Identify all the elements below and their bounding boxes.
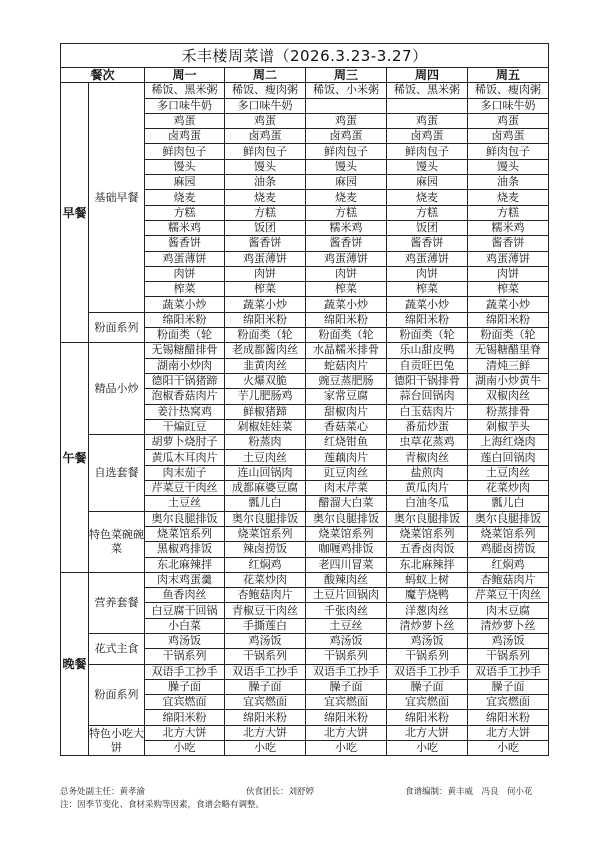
dish-cell-tue: 稀饭、瘦肉粥 xyxy=(225,83,306,98)
dish-cell-tue: 手撕莲白 xyxy=(225,618,306,633)
dish-cell-wed: 宜宾燃面 xyxy=(306,695,387,710)
dish-cell-mon: 小白菜 xyxy=(145,618,225,633)
menu-row xyxy=(61,511,549,526)
dish-cell-mon: 北方大饼 xyxy=(145,725,225,740)
dish-cell-thu: 蔬菜小炒 xyxy=(387,297,468,312)
dish-cell-fri: 干锅系列 xyxy=(468,649,549,664)
dish-cell-mon: 泡椒香菇肉片 xyxy=(145,389,225,404)
meal-name-cell: 午餐 xyxy=(61,343,89,572)
dish-cell-tue: 多口味牛奶 xyxy=(225,98,306,113)
category-cell: 花式主食 xyxy=(89,633,145,664)
dish-cell-fri: 油条 xyxy=(468,175,549,190)
dish-cell-tue: 双语手工抄手 xyxy=(225,664,306,679)
dish-cell-tue: 土豆肉丝 xyxy=(225,450,306,465)
dish-cell-thu: 鲜肉包子 xyxy=(387,144,468,159)
dish-cell-fri: 土豆肉丝 xyxy=(468,465,549,480)
dish-cell-thu: 小吃 xyxy=(387,741,468,756)
dish-cell-fri: 鸡蛋 xyxy=(468,113,549,128)
dish-cell-mon: 稀饭、黑米粥 xyxy=(145,83,225,98)
dish-cell-thu: 自贡旺巴兔 xyxy=(387,358,468,373)
dish-cell-thu: 馒头 xyxy=(387,159,468,174)
dish-cell-thu: 榨菜 xyxy=(387,282,468,297)
dish-cell-tue: 芋儿肥肠鸡 xyxy=(225,389,306,404)
dish-cell-tue: 老成都酱肉丝 xyxy=(225,343,306,358)
dish-cell-mon: 黑椒鸡排饭 xyxy=(145,542,225,557)
dish-cell-tue: 烧菜馆系列 xyxy=(225,526,306,541)
dish-cell-wed: 烧麦 xyxy=(306,190,387,205)
dish-cell-mon: 干锅系列 xyxy=(145,649,225,664)
dish-cell-thu: 粉面类（轮 xyxy=(387,328,468,343)
dish-cell-fri: 鸡蛋薄饼 xyxy=(468,251,549,266)
dish-cell-mon: 榨菜 xyxy=(145,282,225,297)
dish-cell-tue: 小吃 xyxy=(225,741,306,756)
dish-cell-tue: 鸡蛋薄饼 xyxy=(225,251,306,266)
dish-cell-wed: 酸辣肉丝 xyxy=(306,572,387,587)
meal-name-cell: 早餐 xyxy=(61,83,89,343)
dish-cell-mon: 肉末鸡蛋羹 xyxy=(145,572,225,587)
dish-cell-wed: 蛇菇肉片 xyxy=(306,358,387,373)
dish-cell-wed: 老四川冒菜 xyxy=(306,557,387,572)
dish-cell-thu: 盐煎肉 xyxy=(387,465,468,480)
dish-cell-wed: 馒头 xyxy=(306,159,387,174)
dish-cell-mon: 白豆腐干回锅 xyxy=(145,603,225,618)
menu-title: 禾丰楼周菜谱（2026.3.23-3.27） xyxy=(61,44,549,68)
dish-cell-mon: 土豆丝 xyxy=(145,496,225,511)
dish-cell-fri: 糯米鸡 xyxy=(468,220,549,235)
dish-cell-thu: 鸡蛋薄饼 xyxy=(387,251,468,266)
menu-row xyxy=(61,435,549,450)
dish-cell-tue: 成都麻婆豆腐 xyxy=(225,481,306,496)
day-header-wed: 周三 xyxy=(306,68,387,83)
dish-cell-fri: 瓢儿白 xyxy=(468,496,549,511)
dish-cell-fri: 红焖鸡 xyxy=(468,557,549,572)
dish-cell-wed: 土豆丝 xyxy=(306,618,387,633)
dish-cell-thu: 干锅系列 xyxy=(387,649,468,664)
dish-cell-fri: 卤鸡蛋 xyxy=(468,129,549,144)
dish-cell-thu: 奥尔良腿排饭 xyxy=(387,511,468,526)
dish-cell-thu: 肉饼 xyxy=(387,266,468,281)
dish-cell-wed: 双语手工抄手 xyxy=(306,664,387,679)
dish-cell-thu: 清炒萝卜丝 xyxy=(387,618,468,633)
dish-cell-mon: 湖南小炒肉 xyxy=(145,358,225,373)
dish-cell-mon: 双语手工抄手 xyxy=(145,664,225,679)
menu-row xyxy=(61,312,549,327)
canteen-head-label: 伙食团长：刘舒婷 xyxy=(246,787,315,797)
category-cell: 粉面系列 xyxy=(89,664,145,725)
dish-cell-thu: 双语手工抄手 xyxy=(387,664,468,679)
dish-cell-thu: 宜宾燃面 xyxy=(387,695,468,710)
dish-cell-mon: 烧菜馆系列 xyxy=(145,526,225,541)
category-cell: 基础早餐 xyxy=(89,83,145,312)
header-row xyxy=(61,68,549,83)
dish-cell-tue: 红焖鸡 xyxy=(225,557,306,572)
dish-cell-tue: 火爆双脆 xyxy=(225,373,306,388)
dish-cell-fri: 杏鲍菇肉片 xyxy=(468,572,549,587)
dish-cell-wed: 糯米鸡 xyxy=(306,220,387,235)
dish-cell-fri: 肉饼 xyxy=(468,266,549,281)
dish-cell-mon: 姜汁热窝鸡 xyxy=(145,404,225,419)
dish-cell-tue: 辣卤捞饭 xyxy=(225,542,306,557)
dish-cell-mon: 鲜肉包子 xyxy=(145,144,225,159)
dish-cell-fri: 清炒萝卜丝 xyxy=(468,618,549,633)
dish-cell-wed: 咖喱鸡排饭 xyxy=(306,542,387,557)
dish-cell-fri: 无锡糖醋里脊 xyxy=(468,343,549,358)
dish-cell-fri: 上海红烧肉 xyxy=(468,435,549,450)
dish-cell-mon: 小吃 xyxy=(145,741,225,756)
dish-cell-tue: 榨菜 xyxy=(225,282,306,297)
dish-cell-mon: 胡萝卜烧肘子 xyxy=(145,435,225,450)
dish-cell-fri: 鸡汤饭 xyxy=(468,633,549,648)
dish-cell-wed: 莲藕肉片 xyxy=(306,450,387,465)
dish-cell-tue: 肉饼 xyxy=(225,266,306,281)
dish-cell-mon: 馒头 xyxy=(145,159,225,174)
adjustment-note: 注：因季节变化、食材采购等因素，食谱会略有调整。 xyxy=(60,800,265,810)
menu-row xyxy=(61,633,549,648)
dish-cell-tue: 油条 xyxy=(225,175,306,190)
dish-cell-wed: 香菇菜心 xyxy=(306,419,387,434)
dish-cell-mon: 方糕 xyxy=(145,205,225,220)
dish-cell-wed: 鲜肉包子 xyxy=(306,144,387,159)
dish-cell-fri: 粉面类（轮 xyxy=(468,328,549,343)
dish-cell-wed: 绵阳米粉 xyxy=(306,710,387,725)
dish-cell-wed: 甜椒肉片 xyxy=(306,404,387,419)
dish-cell-thu: 番茄炒蛋 xyxy=(387,419,468,434)
meal-name-cell: 晚餐 xyxy=(61,572,89,756)
dish-cell-mon: 黄瓜木耳肉片 xyxy=(145,450,225,465)
dish-cell-wed: 绵阳米粉 xyxy=(306,312,387,327)
dish-cell-fri: 臊子面 xyxy=(468,679,549,694)
category-cell: 营养套餐 xyxy=(89,572,145,633)
dish-cell-fri: 双语手工抄手 xyxy=(468,664,549,679)
supervisor-label: 总务处副主任：黄孝渝 xyxy=(60,787,146,797)
menu-row xyxy=(61,664,549,679)
footer-note-row xyxy=(60,799,580,812)
dish-cell-thu: 白油冬瓜 xyxy=(387,496,468,511)
dish-cell-wed: 烧菜馆系列 xyxy=(306,526,387,541)
dish-cell-wed: 肉饼 xyxy=(306,266,387,281)
dish-cell-mon: 多口味牛奶 xyxy=(145,98,225,113)
menu-row xyxy=(61,83,549,98)
dish-cell-mon: 干煸豇豆 xyxy=(145,419,225,434)
dish-cell-tue: 杏鲍菇肉片 xyxy=(225,588,306,603)
dish-cell-thu: 魔芋烧鸭 xyxy=(387,588,468,603)
dish-cell-wed: 臊子面 xyxy=(306,679,387,694)
dish-cell-tue: 鸡汤饭 xyxy=(225,633,306,648)
dish-cell-thu: 酱香饼 xyxy=(387,236,468,251)
dish-cell-mon: 宜宾燃面 xyxy=(145,695,225,710)
dish-cell-wed: 麻园 xyxy=(306,175,387,190)
dish-cell-thu: 鸡蛋 xyxy=(387,113,468,128)
dish-cell-thu: 稀饭、黑米粥 xyxy=(387,83,468,98)
dish-cell-tue: 粉蒸肉 xyxy=(225,435,306,450)
dish-cell-fri: 小吃 xyxy=(468,741,549,756)
dish-cell-tue: 粉面类（轮 xyxy=(225,328,306,343)
dish-cell-thu: 鸡汤饭 xyxy=(387,633,468,648)
dish-cell-fri: 馒头 xyxy=(468,159,549,174)
dish-cell-thu: 青椒肉丝 xyxy=(387,450,468,465)
dish-cell-fri: 蔬菜小炒 xyxy=(468,297,549,312)
dish-cell-mon: 芹菜豆干肉丝 xyxy=(145,481,225,496)
dish-cell-thu: 方糕 xyxy=(387,205,468,220)
dish-cell-wed: 榨菜 xyxy=(306,282,387,297)
dish-cell-thu: 五香卤肉饭 xyxy=(387,542,468,557)
dish-cell-tue: 鸡蛋 xyxy=(225,113,306,128)
dish-cell-thu: 白玉菇肉片 xyxy=(387,404,468,419)
dish-cell-mon: 德阳干锅猪蹄 xyxy=(145,373,225,388)
dish-cell-thu xyxy=(387,98,468,113)
dish-cell-mon: 鱼香肉丝 xyxy=(145,588,225,603)
dish-cell-fri: 花菜炒肉 xyxy=(468,481,549,496)
dish-cell-mon: 鸡蛋 xyxy=(145,113,225,128)
dish-cell-tue: 花菜炒肉 xyxy=(225,572,306,587)
dish-cell-wed: 蔬菜小炒 xyxy=(306,297,387,312)
dish-cell-wed: 家常豆腐 xyxy=(306,389,387,404)
dish-cell-mon: 肉饼 xyxy=(145,266,225,281)
dish-cell-thu: 东北麻辣拌 xyxy=(387,557,468,572)
dish-cell-wed: 干锅系列 xyxy=(306,649,387,664)
dish-cell-tue: 烧麦 xyxy=(225,190,306,205)
dish-cell-fri: 烧麦 xyxy=(468,190,549,205)
dish-cell-tue: 方糕 xyxy=(225,205,306,220)
dish-cell-tue: 卤鸡蛋 xyxy=(225,129,306,144)
dish-cell-wed: 酱香饼 xyxy=(306,236,387,251)
dish-cell-mon: 鸡汤饭 xyxy=(145,633,225,648)
dish-cell-tue: 绵阳米粉 xyxy=(225,312,306,327)
dish-cell-tue: 北方大饼 xyxy=(225,725,306,740)
dish-cell-tue: 青椒豆干肉丝 xyxy=(225,603,306,618)
dish-cell-fri: 稀饭、瘦肉粥 xyxy=(468,83,549,98)
dish-cell-mon: 绵阳米粉 xyxy=(145,312,225,327)
dish-cell-tue: 鲜肉包子 xyxy=(225,144,306,159)
menu-row xyxy=(61,572,549,587)
dish-cell-wed: 土豆片回锅肉 xyxy=(306,588,387,603)
dish-cell-mon: 粉面类（轮 xyxy=(145,328,225,343)
dish-cell-mon: 奥尔良腿排饭 xyxy=(145,511,225,526)
dish-cell-thu: 蚂蚁上树 xyxy=(387,572,468,587)
dish-cell-fri: 方糕 xyxy=(468,205,549,220)
dish-cell-mon: 蔬菜小炒 xyxy=(145,297,225,312)
dish-cell-fri: 莲白回锅肉 xyxy=(468,450,549,465)
dish-cell-wed: 豌豆蒸肥肠 xyxy=(306,373,387,388)
dish-cell-tue: 绵阳米粉 xyxy=(225,710,306,725)
dish-cell-mon: 绵阳米粉 xyxy=(145,710,225,725)
dish-cell-mon: 卤鸡蛋 xyxy=(145,129,225,144)
dish-cell-wed: 粉面类（轮 xyxy=(306,328,387,343)
dish-cell-mon: 烧麦 xyxy=(145,190,225,205)
dish-cell-wed: 千张肉丝 xyxy=(306,603,387,618)
dish-cell-thu: 北方大饼 xyxy=(387,725,468,740)
dish-cell-tue: 干锅系列 xyxy=(225,649,306,664)
dish-cell-tue: 馒头 xyxy=(225,159,306,174)
dish-cell-wed: 方糕 xyxy=(306,205,387,220)
dish-cell-fri: 多口味牛奶 xyxy=(468,98,549,113)
dish-cell-fri: 烧菜馆系列 xyxy=(468,526,549,541)
dish-cell-tue: 酱香饼 xyxy=(225,236,306,251)
weekly-menu-table xyxy=(60,43,549,756)
dish-cell-wed: 水晶糯米排骨 xyxy=(306,343,387,358)
dish-cell-wed: 北方大饼 xyxy=(306,725,387,740)
dish-cell-tue: 臊子面 xyxy=(225,679,306,694)
dish-cell-wed: 小吃 xyxy=(306,741,387,756)
dish-cell-thu: 洋葱肉丝 xyxy=(387,603,468,618)
dish-cell-mon: 酱香饼 xyxy=(145,236,225,251)
dish-cell-wed: 鸡蛋 xyxy=(306,113,387,128)
dish-cell-tue: 鲜椒猪蹄 xyxy=(225,404,306,419)
dish-cell-fri: 北方大饼 xyxy=(468,725,549,740)
compilers-label: 食谱编制：黄丰威 冯良 何小花 xyxy=(405,787,533,797)
dish-cell-mon: 麻园 xyxy=(145,175,225,190)
meal-header: 餐次 xyxy=(61,68,145,83)
dish-cell-wed: 豇豆肉丝 xyxy=(306,465,387,480)
day-header-fri: 周五 xyxy=(468,68,549,83)
dish-cell-thu: 烧菜馆系列 xyxy=(387,526,468,541)
day-header-tue: 周二 xyxy=(225,68,306,83)
dish-cell-mon: 无锡糖醋排骨 xyxy=(145,343,225,358)
dish-cell-wed xyxy=(306,98,387,113)
dish-cell-wed: 红烧钳鱼 xyxy=(306,435,387,450)
category-cell: 特色小吃大饼 xyxy=(89,725,145,756)
category-cell: 粉面系列 xyxy=(89,312,145,343)
menu-row xyxy=(61,725,549,740)
dish-cell-fri: 剁椒芋头 xyxy=(468,419,549,434)
dish-cell-tue: 连山回锅肉 xyxy=(225,465,306,480)
dish-cell-fri: 榨菜 xyxy=(468,282,549,297)
day-header-mon: 周一 xyxy=(145,68,225,83)
dish-cell-wed: 卤鸡蛋 xyxy=(306,129,387,144)
dish-cell-thu: 德阳干锅排骨 xyxy=(387,373,468,388)
dish-cell-tue: 剁椒娃娃菜 xyxy=(225,419,306,434)
dish-cell-wed: 肉末芹菜 xyxy=(306,481,387,496)
dish-cell-fri: 绵阳米粉 xyxy=(468,312,549,327)
dish-cell-tue: 韭黄肉丝 xyxy=(225,358,306,373)
dish-cell-fri: 清炖三鲜 xyxy=(468,358,549,373)
dish-cell-thu: 饭团 xyxy=(387,220,468,235)
dish-cell-mon: 糯米鸡 xyxy=(145,220,225,235)
dish-cell-thu: 蒜台回锅肉 xyxy=(387,389,468,404)
dish-cell-thu: 卤鸡蛋 xyxy=(387,129,468,144)
category-cell: 自选套餐 xyxy=(89,435,145,511)
menu-row xyxy=(61,343,549,358)
dish-cell-mon: 东北麻辣拌 xyxy=(145,557,225,572)
dish-cell-mon: 肉末茄子 xyxy=(145,465,225,480)
dish-cell-thu: 黄瓜肉片 xyxy=(387,481,468,496)
dish-cell-fri: 粉蒸排骨 xyxy=(468,404,549,419)
dish-cell-mon: 鸡蛋薄饼 xyxy=(145,251,225,266)
dish-cell-tue: 奥尔良腿排饭 xyxy=(225,511,306,526)
footer-signatures xyxy=(60,786,580,799)
dish-cell-wed: 鸡汤饭 xyxy=(306,633,387,648)
dish-cell-tue: 瓢儿白 xyxy=(225,496,306,511)
dish-cell-thu: 绵阳米粉 xyxy=(387,710,468,725)
dish-cell-thu: 虫草花蒸鸡 xyxy=(387,435,468,450)
dish-cell-fri: 湖南小炒黄牛 xyxy=(468,373,549,388)
category-cell: 特色菜碗碗菜 xyxy=(89,511,145,572)
dish-cell-thu: 臊子面 xyxy=(387,679,468,694)
dish-cell-fri: 宜宾燃面 xyxy=(468,695,549,710)
day-header-thu: 周四 xyxy=(387,68,468,83)
dish-cell-thu: 烧麦 xyxy=(387,190,468,205)
dish-cell-tue: 宜宾燃面 xyxy=(225,695,306,710)
dish-cell-fri: 双椒肉丝 xyxy=(468,389,549,404)
dish-cell-thu: 麻园 xyxy=(387,175,468,190)
menu-footer xyxy=(60,786,580,812)
dish-cell-fri: 肉末豆腐 xyxy=(468,603,549,618)
dish-cell-fri: 绵阳米粉 xyxy=(468,710,549,725)
dish-cell-fri: 鲜肉包子 xyxy=(468,144,549,159)
dish-cell-wed: 醋溜大白菜 xyxy=(306,496,387,511)
dish-cell-tue: 蔬菜小炒 xyxy=(225,297,306,312)
dish-cell-fri: 鸡腿卤捞饭 xyxy=(468,542,549,557)
dish-cell-fri: 酱香饼 xyxy=(468,236,549,251)
dish-cell-wed: 鸡蛋薄饼 xyxy=(306,251,387,266)
category-cell: 精品小炒 xyxy=(89,343,145,435)
dish-cell-fri: 奥尔良腿排饭 xyxy=(468,511,549,526)
dish-cell-thu: 绵阳米粉 xyxy=(387,312,468,327)
dish-cell-mon: 臊子面 xyxy=(145,679,225,694)
dish-cell-tue: 饭团 xyxy=(225,220,306,235)
dish-cell-wed: 奥尔良腿排饭 xyxy=(306,511,387,526)
dish-cell-fri: 芹菜豆干肉丝 xyxy=(468,588,549,603)
dish-cell-thu: 乐山甜皮鸭 xyxy=(387,343,468,358)
dish-cell-wed: 稀饭、小米粥 xyxy=(306,83,387,98)
